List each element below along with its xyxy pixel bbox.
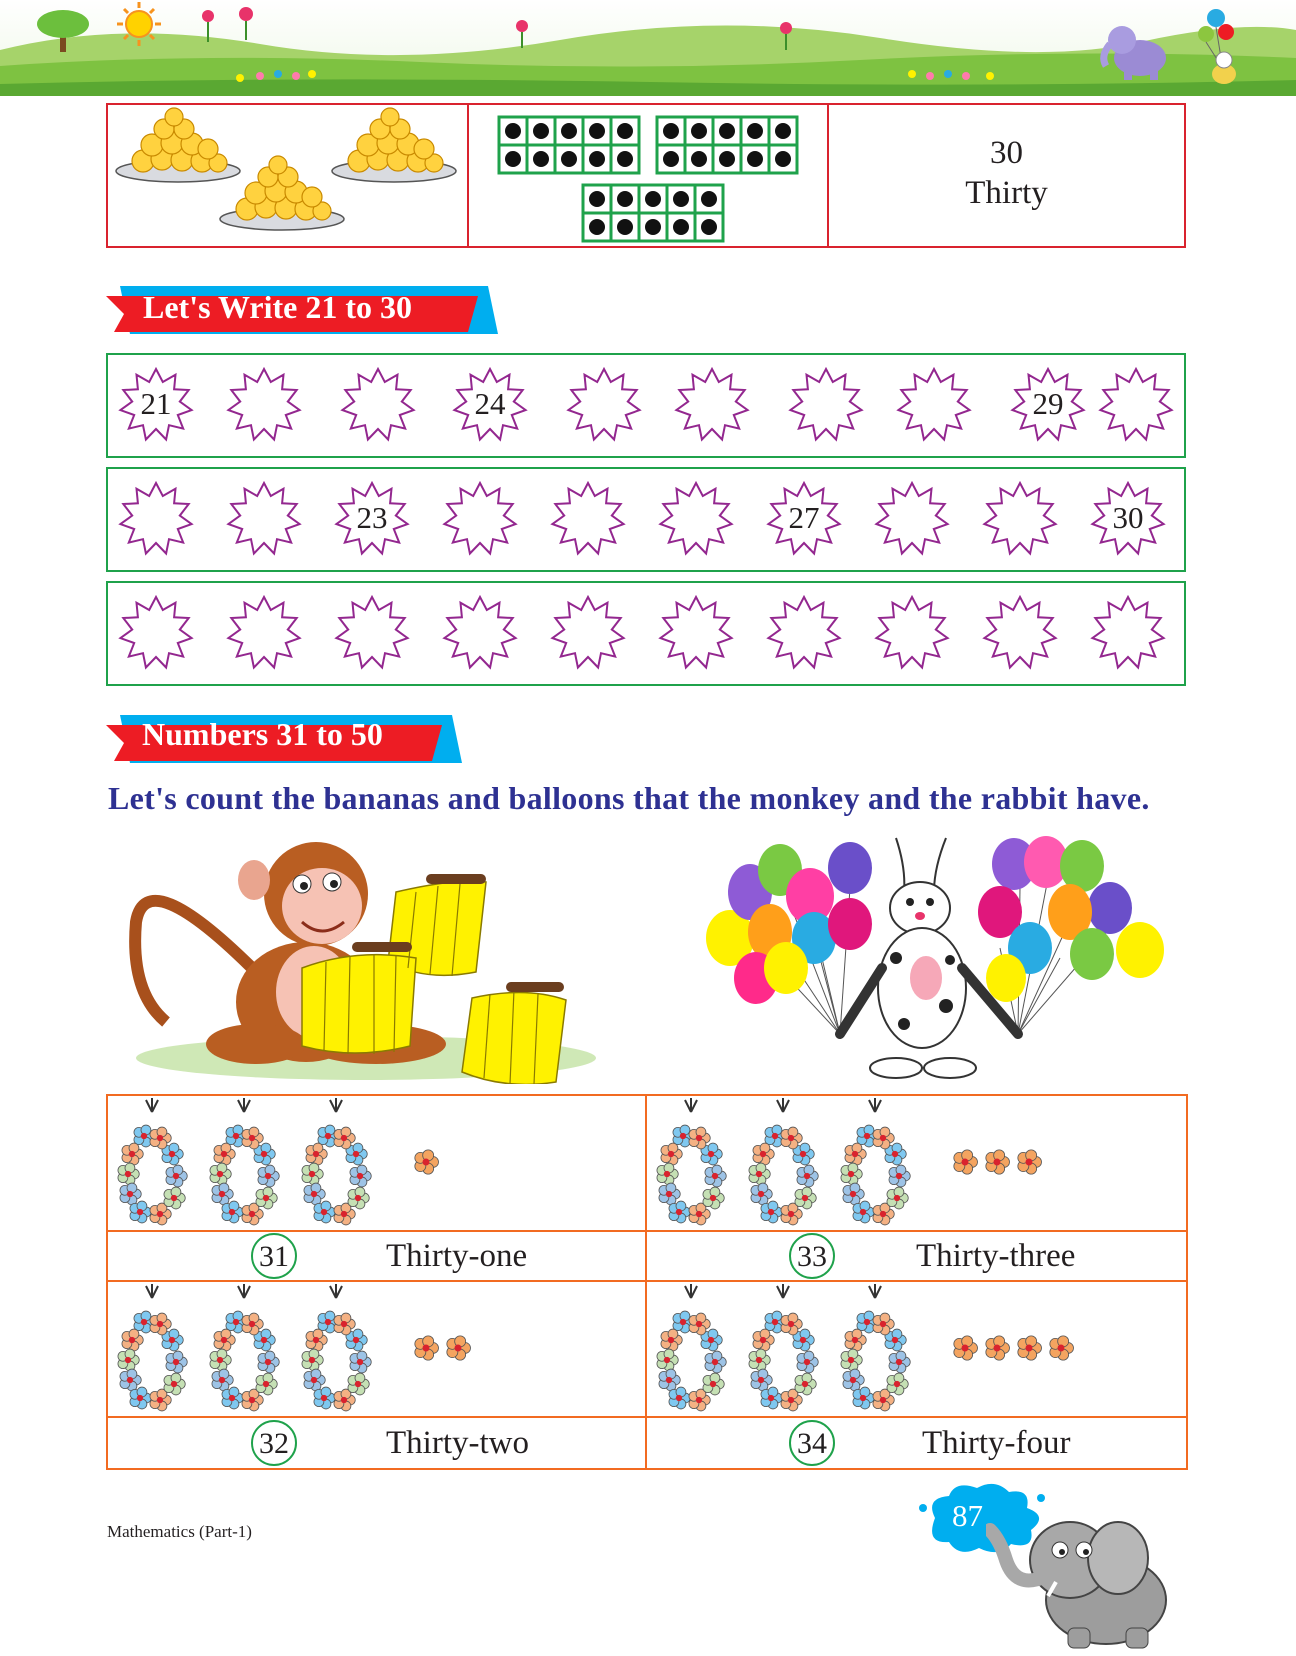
star-shape-icon (658, 595, 734, 671)
star-cell[interactable] (1010, 367, 1086, 443)
flower-icon (212, 1369, 233, 1391)
star-shape-icon (334, 595, 410, 671)
flower-icon (210, 1163, 231, 1185)
laddoo-plates-illustration (108, 105, 465, 246)
star-shape-icon (658, 481, 734, 557)
garland-of-ten-icon (657, 1098, 726, 1225)
garland-of-ten-icon (841, 1098, 910, 1225)
ten-frames-cell (469, 105, 829, 246)
garland-of-ten-icon (302, 1284, 371, 1411)
flower-icon (843, 1183, 864, 1205)
star-cell[interactable] (896, 367, 972, 443)
flower-icon (415, 1150, 439, 1174)
star-cell[interactable] (334, 481, 410, 557)
star-shape-icon (766, 595, 842, 671)
flower-icon (214, 1329, 235, 1351)
flower-icon (659, 1183, 680, 1205)
flower-icon (797, 1165, 818, 1187)
word-33: Thirty-three (916, 1238, 1076, 1274)
star-number: 21 (140, 386, 172, 421)
flower-icon (306, 1143, 327, 1165)
flower-icon (302, 1163, 323, 1185)
flower-icon (703, 1187, 724, 1209)
flower-icon (705, 1165, 726, 1187)
star-cell[interactable] (1098, 367, 1174, 443)
flower-icon (447, 1336, 471, 1360)
flower-icon (302, 1349, 323, 1371)
star-cell[interactable] (674, 367, 750, 443)
star-cell[interactable] (226, 481, 302, 557)
garland-of-ten-icon (749, 1284, 818, 1411)
flower-icon (705, 1351, 726, 1373)
star-cell[interactable] (766, 595, 842, 671)
flower-icon (210, 1349, 231, 1371)
flower-icon (258, 1351, 279, 1373)
star-cell[interactable] (1090, 595, 1166, 671)
star-number: 27 (788, 500, 820, 535)
garland-of-ten-icon (118, 1284, 187, 1411)
word-32: Thirty-two (386, 1425, 529, 1461)
word-31: Thirty-one (386, 1238, 528, 1274)
star-row-2 (106, 467, 1186, 572)
flower-icon (118, 1163, 139, 1185)
star-shape-icon (118, 595, 194, 671)
flower-icon (222, 1387, 243, 1409)
star-cell[interactable] (874, 481, 950, 557)
star-cell[interactable] (118, 481, 194, 557)
garland-of-ten-icon (841, 1284, 910, 1411)
star-cell[interactable] (226, 595, 302, 671)
flower-icon (214, 1143, 235, 1165)
flower-icon (350, 1165, 371, 1187)
ten-frame (583, 185, 723, 241)
flower-icon (166, 1351, 187, 1373)
landscape-banner (0, 0, 1296, 96)
star-cell[interactable] (1090, 481, 1166, 557)
star-cell[interactable] (452, 367, 528, 443)
flower-icon (845, 1329, 866, 1351)
star-shape-icon (226, 595, 302, 671)
flower-icon (118, 1349, 139, 1371)
flower-icon (348, 1187, 369, 1209)
star-shape-icon (674, 367, 750, 443)
flower-icon (954, 1336, 978, 1360)
flower-icon (749, 1349, 770, 1371)
flower-icon (122, 1329, 143, 1351)
word-34: Thirty-four (922, 1425, 1071, 1461)
star-shape-icon (550, 595, 626, 671)
flower-icon (889, 1351, 910, 1373)
flower-icon (761, 1387, 782, 1409)
flower-icon (751, 1369, 772, 1391)
flower-icon (845, 1143, 866, 1165)
flower-icon (1018, 1336, 1042, 1360)
flower-icon (843, 1369, 864, 1391)
star-shape-icon (982, 595, 1058, 671)
star-shape-icon (788, 367, 864, 443)
flower-icon (753, 1143, 774, 1165)
star-cell[interactable] (766, 481, 842, 557)
flower-icon (853, 1387, 874, 1409)
flower-icon (164, 1187, 185, 1209)
page-number: 87 (952, 1498, 983, 1533)
star-cell[interactable] (658, 481, 734, 557)
star-shape-icon (896, 367, 972, 443)
star-number: 24 (474, 386, 506, 421)
heading-numbers-31-50: Numbers 31 to 50 (142, 716, 383, 752)
cell-32-garlands (106, 1280, 647, 1418)
flower-icon (986, 1150, 1010, 1174)
instruction-text: Let's count the bananas and balloons that the monkey and the rabbit have. (108, 780, 1150, 816)
garland-of-ten-icon (657, 1284, 726, 1411)
star-number: 23 (356, 500, 388, 535)
cell-32-label (106, 1416, 647, 1470)
star-shape-icon (118, 481, 194, 557)
number-32-circle: 32 (251, 1420, 297, 1466)
flower-icon (306, 1329, 327, 1351)
flower-icon (841, 1349, 862, 1371)
flower-icon (304, 1183, 325, 1205)
flower-icon (841, 1163, 862, 1185)
garland-of-ten-icon (749, 1098, 818, 1225)
cell-34-label (645, 1416, 1188, 1470)
flower-icon (304, 1369, 325, 1391)
flower-icon (669, 1387, 690, 1409)
flower-icon (887, 1187, 908, 1209)
star-cell[interactable] (550, 481, 626, 557)
star-cell[interactable] (874, 595, 950, 671)
star-cell[interactable] (550, 595, 626, 671)
flower-icon (166, 1165, 187, 1187)
flower-garlands-32 (108, 1282, 645, 1416)
star-row-1 (106, 353, 1186, 458)
star-number: 29 (1032, 386, 1064, 421)
number-thirty: 30 (990, 135, 1023, 171)
garland-of-ten-icon (118, 1098, 187, 1225)
star-cell[interactable] (442, 481, 518, 557)
star-number: 30 (1112, 500, 1144, 535)
flower-icon (797, 1351, 818, 1373)
flower-icon (415, 1336, 439, 1360)
flower-garlands-33 (647, 1096, 1186, 1230)
garland-of-ten-icon (302, 1098, 371, 1225)
ten-frames-thirty (469, 105, 825, 246)
flower-icon (659, 1369, 680, 1391)
flower-icon (986, 1336, 1010, 1360)
star-shape-icon (982, 481, 1058, 557)
flower-icon (661, 1329, 682, 1351)
garland-of-ten-icon (210, 1284, 279, 1411)
flower-icon (314, 1387, 335, 1409)
star-cell[interactable] (340, 367, 416, 443)
flower-icon (130, 1201, 151, 1223)
star-cell[interactable] (566, 367, 642, 443)
flower-icon (120, 1369, 141, 1391)
flower-icon (795, 1373, 816, 1395)
flower-icon (753, 1329, 774, 1351)
flower-icon (749, 1163, 770, 1185)
star-row-3 (106, 581, 1186, 686)
monkey-with-bananas-illustration (126, 822, 606, 1084)
ten-frame (499, 117, 639, 173)
flower-icon (314, 1201, 335, 1223)
flower-icon (258, 1165, 279, 1187)
flower-garlands-34 (647, 1282, 1186, 1416)
flower-icon (795, 1187, 816, 1209)
flower-icon (212, 1183, 233, 1205)
star-shape-icon (226, 367, 302, 443)
flower-icon (256, 1373, 277, 1395)
flower-icon (954, 1150, 978, 1174)
cell-31-label (106, 1230, 647, 1282)
flower-icon (164, 1373, 185, 1395)
star-cell[interactable] (118, 595, 194, 671)
word-thirty: Thirty (965, 175, 1048, 211)
star-shape-icon (442, 481, 518, 557)
star-cell[interactable] (442, 595, 518, 671)
star-shape-icon (1098, 367, 1174, 443)
thirty-example-box (106, 103, 1186, 248)
flower-garlands-31 (108, 1096, 645, 1230)
flower-icon (657, 1349, 678, 1371)
flower-icon (657, 1163, 678, 1185)
flower-icon (669, 1201, 690, 1223)
star-shape-icon (226, 481, 302, 557)
garland-of-ten-icon (210, 1098, 279, 1225)
flower-icon (853, 1201, 874, 1223)
star-shape-icon (1090, 595, 1166, 671)
flower-icon (661, 1143, 682, 1165)
star-cell[interactable] (658, 595, 734, 671)
book-title-footer: Mathematics (Part-1) (107, 1522, 252, 1541)
star-cell[interactable] (334, 595, 410, 671)
flower-icon (887, 1373, 908, 1395)
flower-icon (703, 1373, 724, 1395)
flower-icon (1050, 1336, 1074, 1360)
number-33-circle: 33 (789, 1233, 835, 1279)
flower-icon (256, 1187, 277, 1209)
star-shape-icon (442, 595, 518, 671)
elephant-illustration (986, 1500, 1196, 1652)
star-shape-icon (874, 595, 950, 671)
flower-icon (130, 1387, 151, 1409)
star-cell[interactable] (982, 481, 1058, 557)
flower-icon (761, 1201, 782, 1223)
star-cell[interactable] (788, 367, 864, 443)
rabbit-with-balloons-illustration (700, 828, 1170, 1084)
flower-icon (751, 1183, 772, 1205)
flower-icon (1018, 1150, 1042, 1174)
ten-frame (657, 117, 797, 173)
number-34-circle: 34 (789, 1420, 835, 1466)
sweets-plates-cell (108, 105, 469, 246)
number-31-circle: 31 (251, 1233, 297, 1279)
numbers-31-34-table (106, 1094, 1188, 1470)
flower-icon (348, 1373, 369, 1395)
flower-icon (222, 1201, 243, 1223)
cell-34-garlands (645, 1280, 1188, 1418)
star-shape-icon (550, 481, 626, 557)
thirty-label-cell (829, 105, 1184, 246)
star-shape-icon (874, 481, 950, 557)
star-shape-icon (566, 367, 642, 443)
heading-write-21-30: Let's Write 21 to 30 (143, 289, 412, 325)
star-cell[interactable] (226, 367, 302, 443)
flower-icon (350, 1351, 371, 1373)
star-cell[interactable] (118, 367, 194, 443)
cell-33-label (645, 1230, 1188, 1282)
star-cell[interactable] (982, 595, 1058, 671)
cell-31-garlands (106, 1094, 647, 1232)
flower-icon (889, 1165, 910, 1187)
cell-33-garlands (645, 1094, 1188, 1232)
flower-icon (122, 1143, 143, 1165)
star-shape-icon (340, 367, 416, 443)
flower-icon (120, 1183, 141, 1205)
